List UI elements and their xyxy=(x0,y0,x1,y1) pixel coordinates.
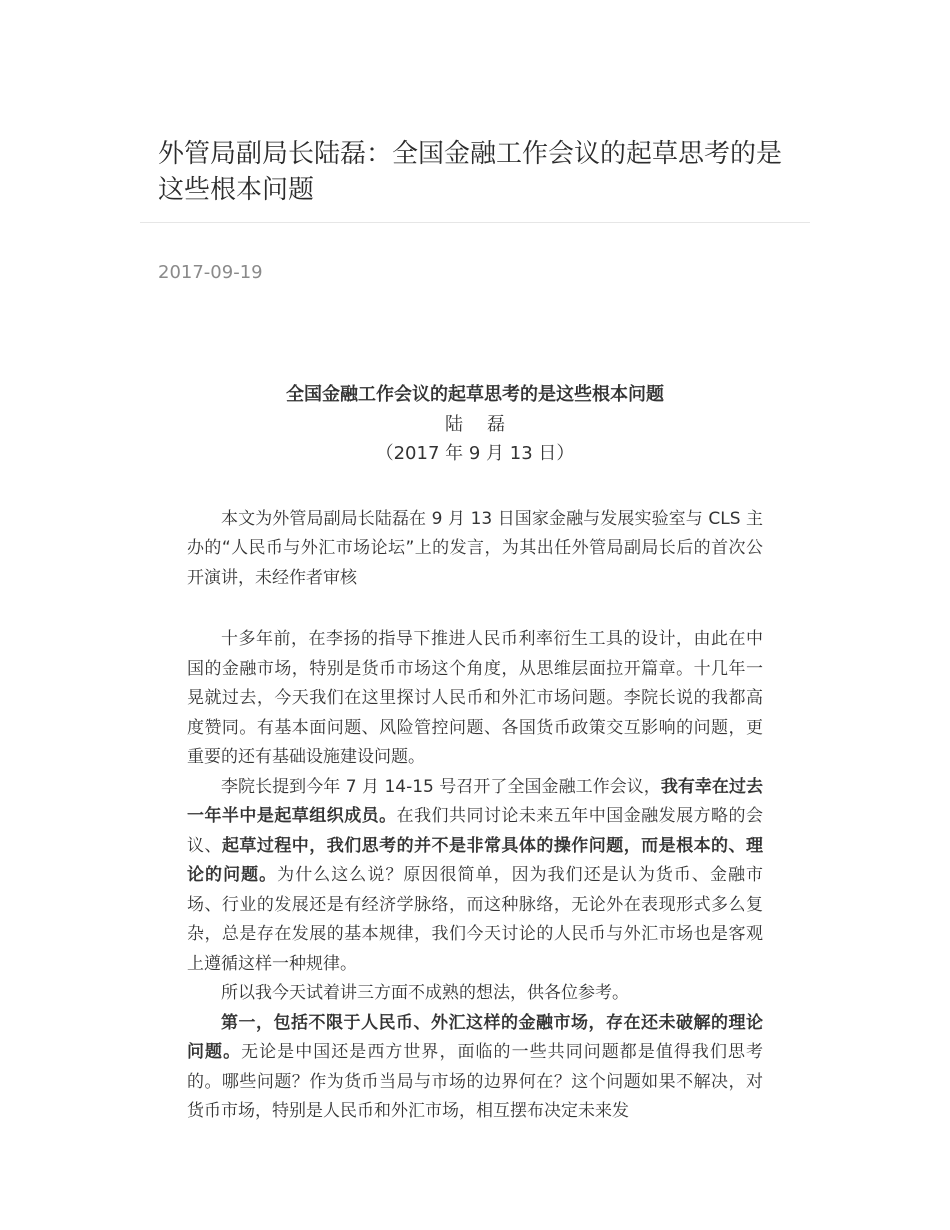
paragraph-2-text-3: 为什么这么说？原因很简单，因为我们还是认为货币、金融市场、行业的发展还是有经济学脉络，而这种脉络，无论外在表现形式多么复杂，总是存在发展的基本规律，我们今天讨论的人民币与外汇市场也是客观上遵循这样一种规律。 xyxy=(187,865,764,974)
paragraph-2-bold-1: 我有幸在过去一年半中是起草组织成员。 xyxy=(187,776,764,826)
paragraph-2-text-1: 李院长提到今年 7 月 14-15 号召开了全国金融工作会议， xyxy=(221,776,661,797)
paragraph-2-bold-2: 起草过程中，我们思考的并不是非常具体的操作问题，而是根本的、理论的问题。 xyxy=(187,835,763,885)
paragraph-4-bold-1: 第一，包括不限于人民币、外汇这样的金融市场，存在还未破解的理论问题。 xyxy=(187,1012,763,1062)
paragraph-3: 所以我今天试着讲三方面不成熟的想法，供各位参考。 xyxy=(221,983,629,1003)
paragraph-2 xyxy=(187,773,763,980)
paragraph-4-text-1: 无论是中国还是西方世界，面临的一些共同问题都是值得我们思考的。哪些问题？作为货币当局与市场的边界何在？这个问题如果不解决，对货币市场，特别是人民币和外汇市场，相互摆布决定未来发 xyxy=(187,1042,764,1121)
spacer xyxy=(187,469,763,505)
intro-paragraph: 本文为外管局副局长陆磊在 9 月 13 日国家金融与发展实验室与 CLS 主办的“人民币与外汇市场论坛”上的发言，为其出任外管局副局长后的首次公开演讲，未经作者审核 xyxy=(187,508,763,588)
paragraph-1: 十多年前，在李扬的指导下推进人民币利率衍生工具的设计，由此在中国的金融市场，特别是货币市场这个角度，从思维层面拉开篇章。十几年一晃就过去，今天我们在这里探讨人民币和外汇市场问题。李院长说的我都高度赞同。有基本面问题、风险管控问题、各国货币政策交互影响的问题，更重要的还有基础设施建设问题。 xyxy=(187,629,763,767)
article-subtitle: 全国金融工作会议的起草思考的是这些根本问题 xyxy=(286,384,664,405)
speech-date: （2017 年 9 月 13 日） xyxy=(375,443,575,464)
article-header xyxy=(140,136,810,223)
article-body xyxy=(187,380,763,1127)
page-title: 外管局副局长陆磊：全国金融工作会议的起草思考的是这些根本问题 xyxy=(158,139,783,205)
spacer xyxy=(187,593,763,625)
paragraph-2-text-2: 在我们共同讨论未来五年中国金融发展方略的会议、 xyxy=(187,806,763,856)
article-author: 陆磊 xyxy=(445,413,529,435)
paragraph-4 xyxy=(187,1009,763,1127)
publish-date: 2017-09-19 xyxy=(158,262,263,283)
